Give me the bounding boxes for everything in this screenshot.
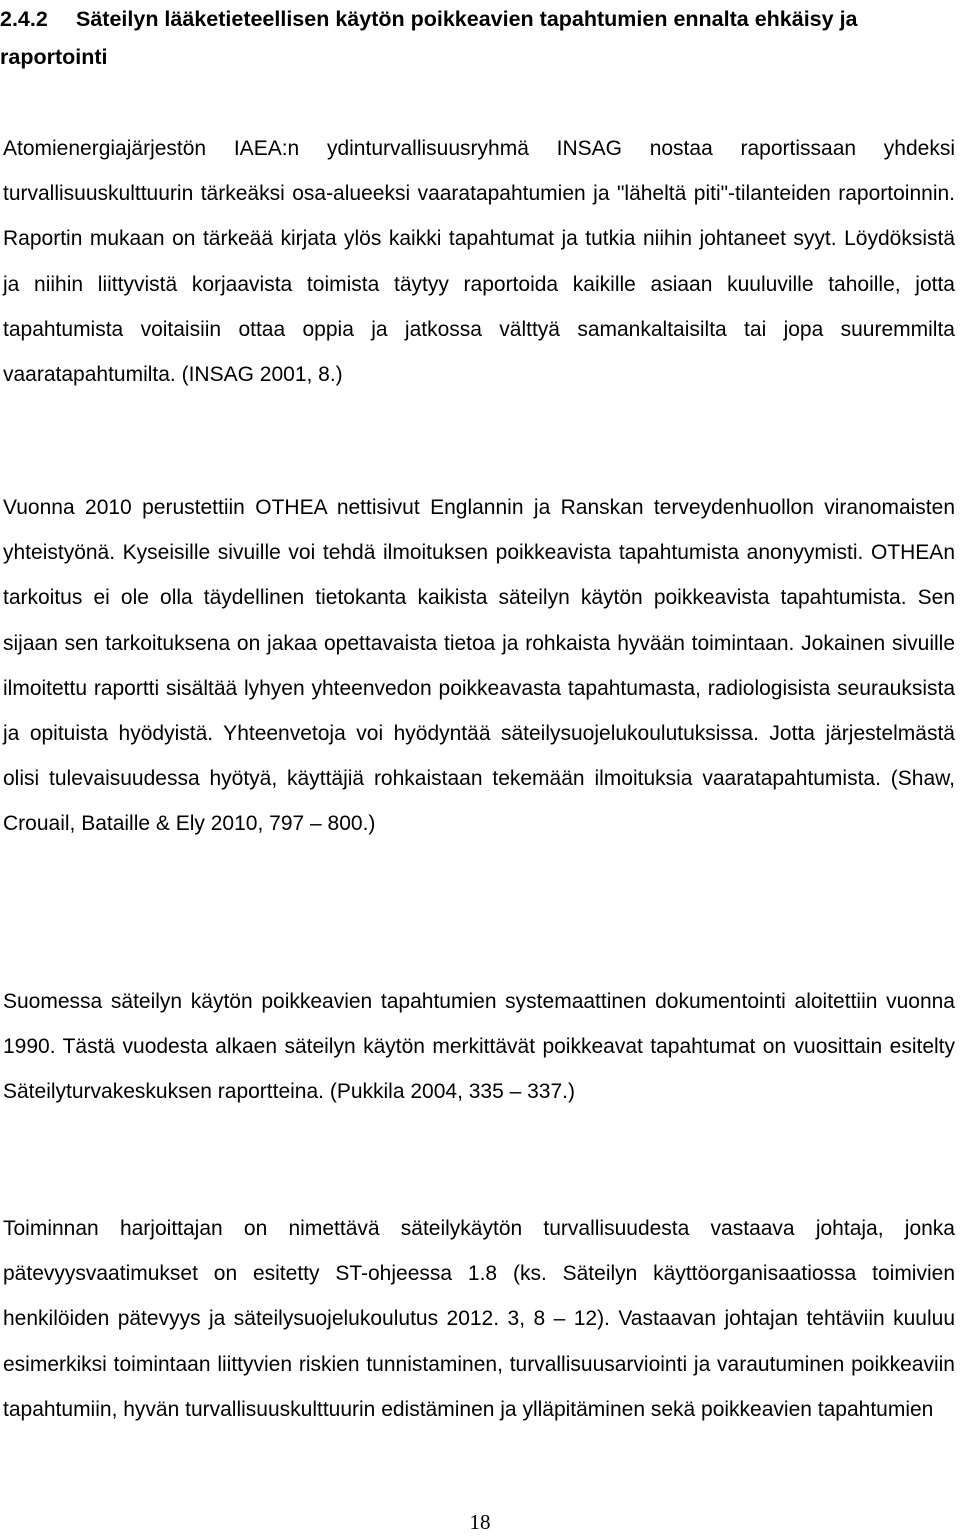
- paragraph-toiminnan-harjoittaja: Toiminnan harjoittajan on nimettävä säteilykäytön turvallisuudesta vastaava johtaja, jonka pätevyysvaatimukset on esitetty ST-ohjeessa 1.8 (ks. Säteilyn käyttöorganisaatiossa toimivien henkilöiden pätevyys ja säteilysuojelukoulutus 2012. 3, 8 – 12). Vastaavan johtajan tehtäviin kuuluu esimerkiksi toimintaan liittyvien riskien tunnistaminen, turvallisuusarviointi ja varautuminen poikkeaviin tapahtumiin, hyvän turvallisuuskulttuurin edistäminen ja ylläpitäminen sekä poikkeavien tapahtumien: [3, 1217, 955, 1421]
- paragraph-suomi: Suomessa säteilyn käytön poikkeavien tapahtumien systemaattinen dokumentointi aloitettiin vuonna 1990. Tästä vuodesta alkaen säteilyn käytön merkittävät poikkeavat tapahtumat on vuosittain esitelty Säteilyturvakeskuksen raportteina. (Pukkila 2004, 335 – 337.): [3, 990, 955, 1104]
- page-number: 18: [469, 1510, 491, 1534]
- section-title: Säteilyn lääketieteellisen käytön poikkeavien tapahtumien ennalta ehkäisy ja raportointi: [0, 7, 858, 69]
- section-number: 2.4.2: [0, 7, 48, 31]
- paragraph-othea: Vuonna 2010 perustettiin OTHEA nettisivut Englannin ja Ranskan terveydenhuollon viranomaisten yhteistyönä. Kyseisille sivuille voi tehdä ilmoituksen poikkeavista tapahtumista anonyymisti. OTHEAn tarkoitus ei ole olla täydellinen tietokanta kaikista säteilyn käytön poikkeavista tapahtumista. Sen sijaan sen tarkoituksena on jakaa opettavaista tietoa ja rohkaista hyvään toimintaan. Jokainen sivuille ilmoitettu raportti sisältää lyhyen yhteenvedon poikkeavasta tapahtumasta, radiologisista seurauksista ja opituista hyödyistä. Yhteenvetoja voi hyödyntää säteilysuojelukoulutuksissa. Jotta järjestelmästä olisi tulevaisuudessa hyötyä, käyttäjiä rohkaistaan tekemään ilmoituksia vaaratapahtumista. (Shaw, Crouail, Bataille & Ely 2010, 797 – 800.): [3, 496, 955, 836]
- section-heading: [0, 0, 956, 76]
- paragraph-insag: Atomienergiajärjestön IAEA:n ydinturvallisuusryhmä INSAG nostaa raportissaan yhdeksi turvallisuuskulttuurin tärkeäksi osa-alueeksi vaaratapahtumien ja "läheltä piti"-tilanteiden raportoinnin. Raportin mukaan on tärkeää kirjata ylös kaikki tapahtumat ja tutkia niihin johtaneet syyt. Löydöksistä ja niihin liittyvistä korjaavista toimista täytyy raportoida kaikille asiaan kuuluville tahoille, jotta tapahtumista voitaisiin ottaa oppia ja jatkossa välttyä samankaltaisilta tai jopa suuremmilta vaaratapahtumilta. (INSAG 2001, 8.): [3, 137, 955, 387]
